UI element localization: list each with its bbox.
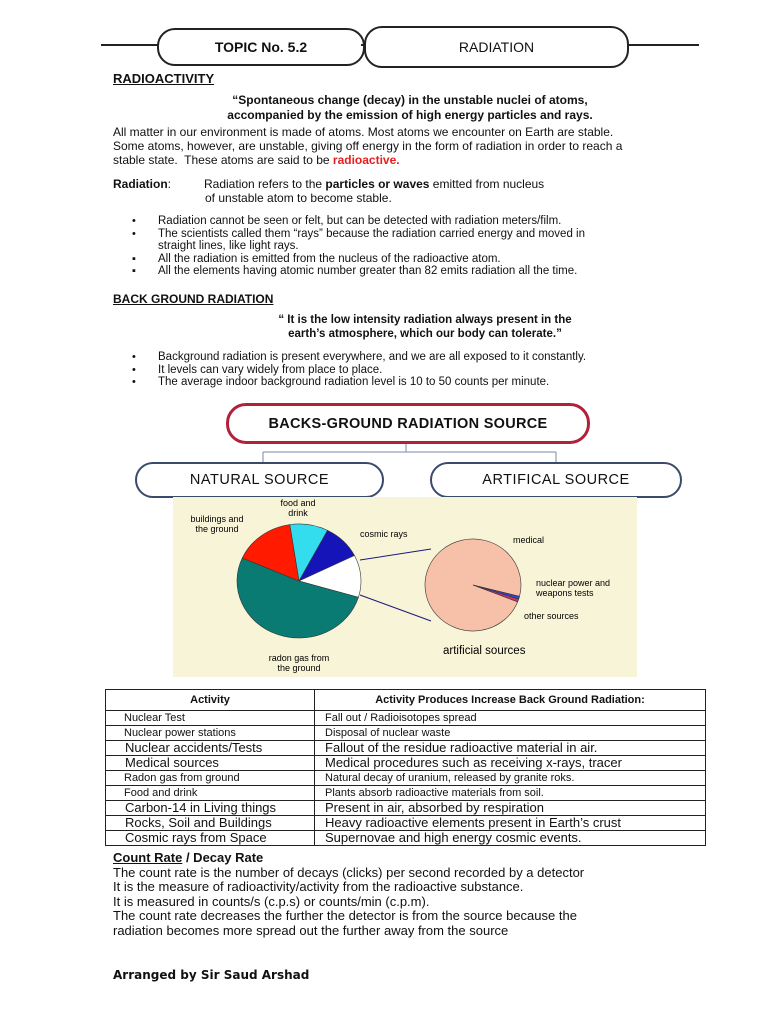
effect-cell: Heavy radioactive elements present in Earth’s crust	[315, 816, 706, 831]
table-row	[106, 711, 706, 726]
activity-table	[105, 689, 706, 846]
page-title: RADIATION	[458, 39, 535, 55]
effect-cell: Fall out / Radioisotopes spread	[315, 711, 706, 726]
activity-cell: Medical sources	[106, 756, 315, 771]
label-radon-line1: radon gas from	[268, 653, 330, 663]
column-header-effect: Activity Produces Increase Back Ground Radiation:	[315, 690, 706, 711]
artificial-source-box	[430, 462, 682, 498]
diagram-title: BACKS-GROUND RADIATION SOURCE	[268, 415, 548, 432]
bullet-text: The scientists called them “rays” because the radiation carried energy and moved in	[158, 227, 585, 240]
bullet-marker: ▪	[132, 265, 136, 277]
label-cosmic: cosmic rays	[360, 529, 408, 539]
activity-cell: Nuclear accidents/Tests	[106, 741, 315, 756]
label-medical: medical	[513, 535, 545, 545]
pie-charts	[173, 497, 637, 677]
para-line-2: Some atoms, however, are unstable, giving off energy in the form of radiation in order to reach a	[113, 139, 623, 153]
table-row	[106, 771, 706, 786]
count-rate-line: It is measured in counts/s (c.p.s) or counts/min (c.p.m).	[113, 893, 430, 909]
natural-source-label: NATURAL SOURCE	[189, 472, 330, 488]
diagram-title-box	[226, 403, 590, 444]
activity-cell: Carbon-14 in Living things	[106, 801, 315, 816]
bullet-marker: •	[132, 227, 136, 240]
label-buildings-line2: the ground	[195, 524, 239, 534]
radiation-def-bold: particles or waves	[325, 177, 430, 191]
bullet-text: Radiation cannot be seen or felt, but can be detected with radiation meters/film.	[158, 215, 562, 227]
bullet-marker: •	[132, 363, 136, 376]
count-rate-line: radiation becomes more spread out the further away from the source	[113, 922, 509, 938]
bullet-marker: •	[132, 215, 136, 227]
activity-cell: Rocks, Soil and Buildings	[106, 816, 315, 831]
label-food-line2: drink	[288, 508, 308, 518]
count-rate-section	[113, 851, 713, 939]
artificial-source-label: ARTIFICAL SOURCE	[482, 472, 630, 488]
activity-cell: Radon gas from ground	[106, 771, 315, 786]
table-header-row	[106, 690, 706, 711]
bullet-text: It levels can vary widely from place to place.	[158, 363, 383, 376]
artificial-chart-title: artificial sources	[443, 645, 526, 657]
count-rate-heading	[113, 851, 713, 866]
para-line-3-text: stable state. These atoms are said to be	[113, 153, 333, 167]
column-header-activity: Activity	[106, 690, 315, 711]
activity-cell: Food and drink	[106, 786, 315, 801]
table-row	[106, 726, 706, 741]
radioactivity-heading: RADIOACTIVITY	[113, 71, 215, 86]
background-quote-line2: earth’s atmosphere, which our body can tolerate.”	[288, 328, 562, 340]
radioactivity-quote-line2: accompanied by the emission of high energy particles and rays.	[227, 108, 593, 122]
bullet-text: All the elements having atomic number greater than 82 emits radiation all the time.	[158, 265, 578, 277]
radiation-term: Radiation	[113, 177, 168, 191]
radioactive-highlight: radioactive.	[332, 153, 400, 167]
table-row	[106, 816, 706, 831]
table-row	[106, 801, 706, 816]
table-row	[106, 831, 706, 846]
background-heading: BACK GROUND RADIATION	[113, 292, 274, 306]
effect-cell: Natural decay of uranium, released by granite roks.	[315, 771, 706, 786]
count-rate-heading-underlined: Count Rate	[113, 850, 183, 865]
label-radon-line2: the ground	[277, 663, 321, 673]
effect-cell: Plants absorb radioactive materials from soil.	[315, 786, 706, 801]
radiation-def-part1: Radiation refers to the	[204, 177, 326, 191]
footer-credit: Arranged by Sir Saud Arshad	[113, 968, 310, 982]
radioactivity-quote-line1: “Spontaneous change (decay) in the unstable nuclei of atoms,	[232, 93, 588, 107]
effect-cell: Supernovae and high energy cosmic events.	[315, 831, 706, 846]
bullet-text: All the radiation is emitted from the nucleus of the radioactive atom.	[158, 252, 501, 265]
activity-cell: Nuclear Test	[106, 711, 315, 726]
natural-source-box	[135, 462, 384, 498]
label-other: other sources	[524, 611, 579, 621]
table-row	[106, 741, 706, 756]
table-row	[106, 786, 706, 801]
activity-cell: Nuclear power stations	[106, 726, 315, 741]
bullet-text: The average indoor background radiation level is 10 to 50 counts per minute.	[158, 376, 550, 388]
topic-number: TOPIC No. 5.2	[214, 39, 308, 55]
bullet-text: Background radiation is present everywhere, and we are all exposed to it constantly.	[158, 351, 587, 363]
label-buildings-line1: buildings and	[190, 514, 244, 524]
label-nuclear-line1: nuclear power and	[536, 578, 611, 588]
count-rate-line: The count rate is the number of decays (clicks) per second recorded by a detector	[113, 864, 585, 880]
activity-cell: Cosmic rays from Space	[106, 831, 315, 846]
radiation-colon: :	[167, 177, 172, 191]
bullet-marker: ▪	[132, 252, 136, 265]
para-line-1: All matter in our environment is made of atoms. Most atoms we encounter on Earth are stable.	[113, 125, 614, 139]
effect-cell: Present in air, absorbed by respiration	[315, 801, 706, 816]
effect-cell: Medical procedures such as receiving x-rays, tracer	[315, 756, 706, 771]
table-row	[106, 756, 706, 771]
effect-cell: Disposal of nuclear waste	[315, 726, 706, 741]
bullet-text: straight lines, like light rays.	[158, 240, 299, 252]
bullet-marker: •	[132, 351, 136, 363]
main-pie	[237, 524, 361, 638]
bullet-marker: •	[132, 376, 136, 388]
radiation-def-part2: emitted from nucleus	[429, 177, 545, 191]
label-food-line1: food and	[280, 498, 316, 508]
radiation-def-line2: of unstable atom to become stable.	[205, 191, 392, 205]
background-quote-line1: “ It is the low intensity radiation always present in the	[278, 314, 572, 326]
label-nuclear-line2: weapons tests	[536, 588, 594, 598]
effect-cell: Fallout of the residue radioactive material in air.	[315, 741, 706, 756]
count-rate-heading-rest: / Decay Rate	[182, 850, 264, 865]
count-rate-line: It is the measure of radioactivity/activity from the radioactive substance.	[113, 879, 524, 895]
count-rate-line: The count rate decreases the further the detector is from the source because the	[113, 908, 577, 924]
artificial-pie	[425, 539, 521, 631]
